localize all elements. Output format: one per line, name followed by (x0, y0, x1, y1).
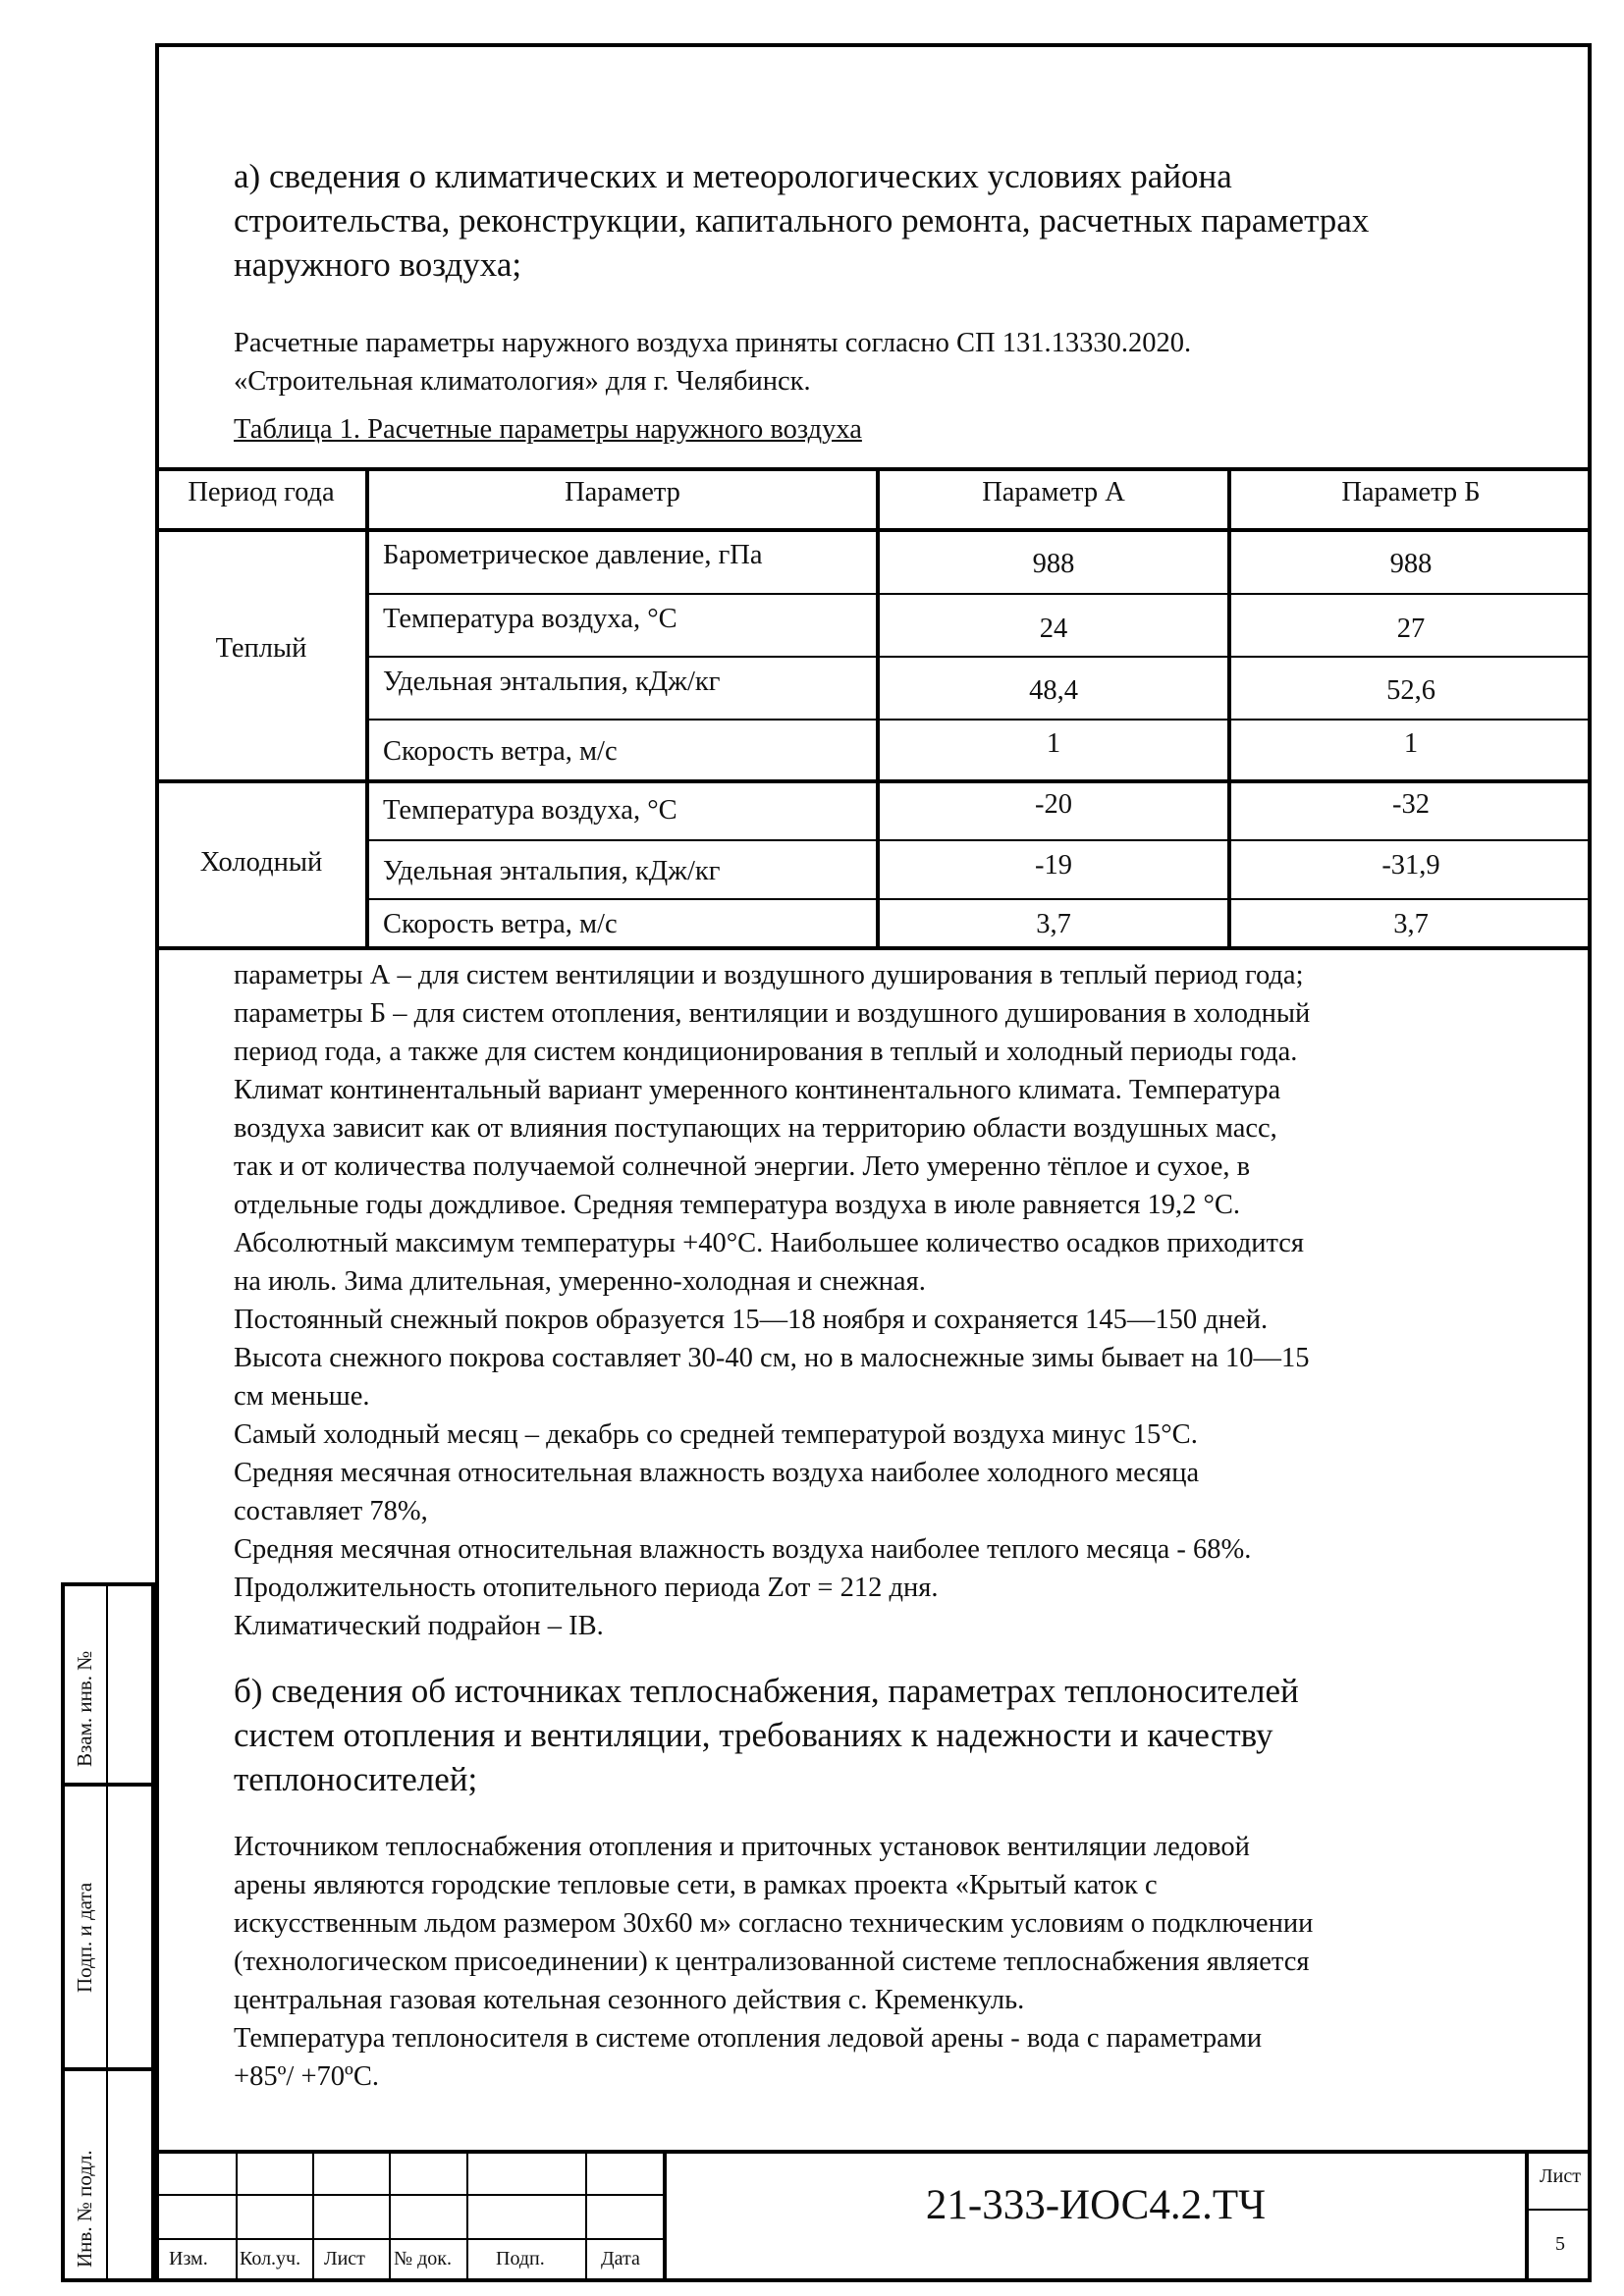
stamp-col-date: Дата (601, 2248, 640, 2269)
stamp-col-count: Кол.уч. (240, 2248, 301, 2269)
section-a-heading: а) сведения о климатических и метеорологических условиях района строительства, реконструкции, капитального ремонта, расчетных параметрах наружного воздуха; (234, 157, 1370, 284)
period-warm: Теплый (215, 633, 307, 664)
header-parameter: Параметр (565, 477, 680, 507)
table-cell: 988 (1389, 549, 1433, 579)
stamp-col-change: Изм. (169, 2248, 208, 2269)
side-label-inventory: Инв. № подл. (73, 2150, 96, 2268)
table-row: Удельная энтальпия, кДж/кг (383, 667, 721, 697)
table-cell: 3,7 (1393, 909, 1429, 939)
table-cell: -20 (1035, 789, 1072, 820)
header-param-b: Параметр Б (1341, 477, 1481, 507)
table-row: Температура воздуха, °С (383, 795, 677, 826)
table-cell: 24 (1039, 614, 1068, 644)
table-row: Удельная энтальпия, кДж/кг (383, 856, 721, 886)
document-code: 21-333-ИОС4.2.ТЧ (925, 2182, 1267, 2228)
side-label-signature: Подп. и дата (73, 1882, 96, 1993)
table-row: Скорость ветра, м/с (383, 909, 618, 939)
table-row: Температура воздуха, °С (383, 604, 677, 634)
table-cell: 52,6 (1386, 675, 1435, 706)
table-cell: 1 (1046, 728, 1061, 759)
table-cell: -31,9 (1381, 850, 1440, 881)
heat-supply-text: Источником теплоснабжения отопления и приточных установок вентиляции ледовой арены являются городские тепловые сети, в рамках проекта «Крытый каток с искусственным льдом размером 30х60 м» согласно техническим условиям о подключении (технологическом присоединении) к централизованной системе теплоснабжения является центральная газовая котельная сезонного действия с. Кременкуль. Температура теплоносителя в системе отопления ледовой арены - вода с параметрами +85º/ +70ºС. (234, 1832, 1314, 2092)
header-period: Период года (188, 477, 335, 507)
stamp-col-signature: Подп. (496, 2248, 545, 2269)
sheet-label: Лист (1540, 2165, 1581, 2187)
table-cell: -32 (1392, 789, 1430, 820)
table-cell: 3,7 (1036, 909, 1071, 939)
table-cell: 988 (1032, 549, 1075, 579)
climate-description: параметры А – для систем вентиляции и воздушного душирования в теплый период года; параметры Б – для систем отопления, вентиляции и воздушного душирования в холодный период года, а также для систем кондиционирования в теплый и холодный периоды года. Климат континентальный вариант умеренного континентального климата. Температура воздуха зависит как от влияния поступающих на территорию области воздушных масс, так и от количества получаемой солнечной энергии. Лето умеренно тёплое и сухое, в отдельные годы дождливое. Средняя температура воздуха в июле равняется 19,2 °С. Абсолютный максимум температуры +40°С. Наибольшее количество осадков приходится на июль. Зима длительная, умеренно-холодная и снежная. Постоянный снежный покров образуется 15—18 ноября и сохраняется 145—150 дней. Высота снежного покрова составляет 30-40 см, но в малоснежные зимы бывает на 10—15 см меньше. Самый холодный месяц – декабрь со средней температурой воздуха минус 15°С. Средняя месячная относительная влажность воздуха наиболее холодного месяца составляет 78%, Средняя месячная относительная влажность воздуха наиболее теплого месяца - 68%. Продолжительность отопительного периода Zот = 212 дня. Климатический подрайон – IВ. (234, 960, 1311, 1641)
table-caption: Таблица 1. Расчетные параметры наружного воздуха (234, 414, 862, 445)
side-label-replacement: Взам. инв. № (73, 1650, 96, 1767)
table-row: Скорость ветра, м/с (383, 736, 618, 767)
stamp-col-sheet: Лист (324, 2248, 365, 2269)
stamp-col-doc: № док. (394, 2248, 452, 2269)
table-cell: 48,4 (1029, 675, 1078, 706)
intro-text: Расчетные параметры наружного воздуха приняты согласно СП 131.13330.2020. «Строительная климатология» для г. Челябинск. (234, 328, 1192, 397)
section-b-heading: б) сведения об источниках теплоснабжения, параметрах теплоносителей систем отопления и вентиляции, требованиях к надежности и качеству теплоносителей; (234, 1672, 1299, 1798)
table-cell: 27 (1396, 614, 1426, 644)
header-param-a: Параметр А (982, 477, 1125, 507)
period-cold: Холодный (199, 847, 323, 878)
sheet-number: 5 (1555, 2233, 1565, 2255)
table-cell: 1 (1403, 728, 1419, 759)
table-cell: -19 (1035, 850, 1072, 881)
table-row: Барометрическое давление, гПа (383, 540, 763, 570)
